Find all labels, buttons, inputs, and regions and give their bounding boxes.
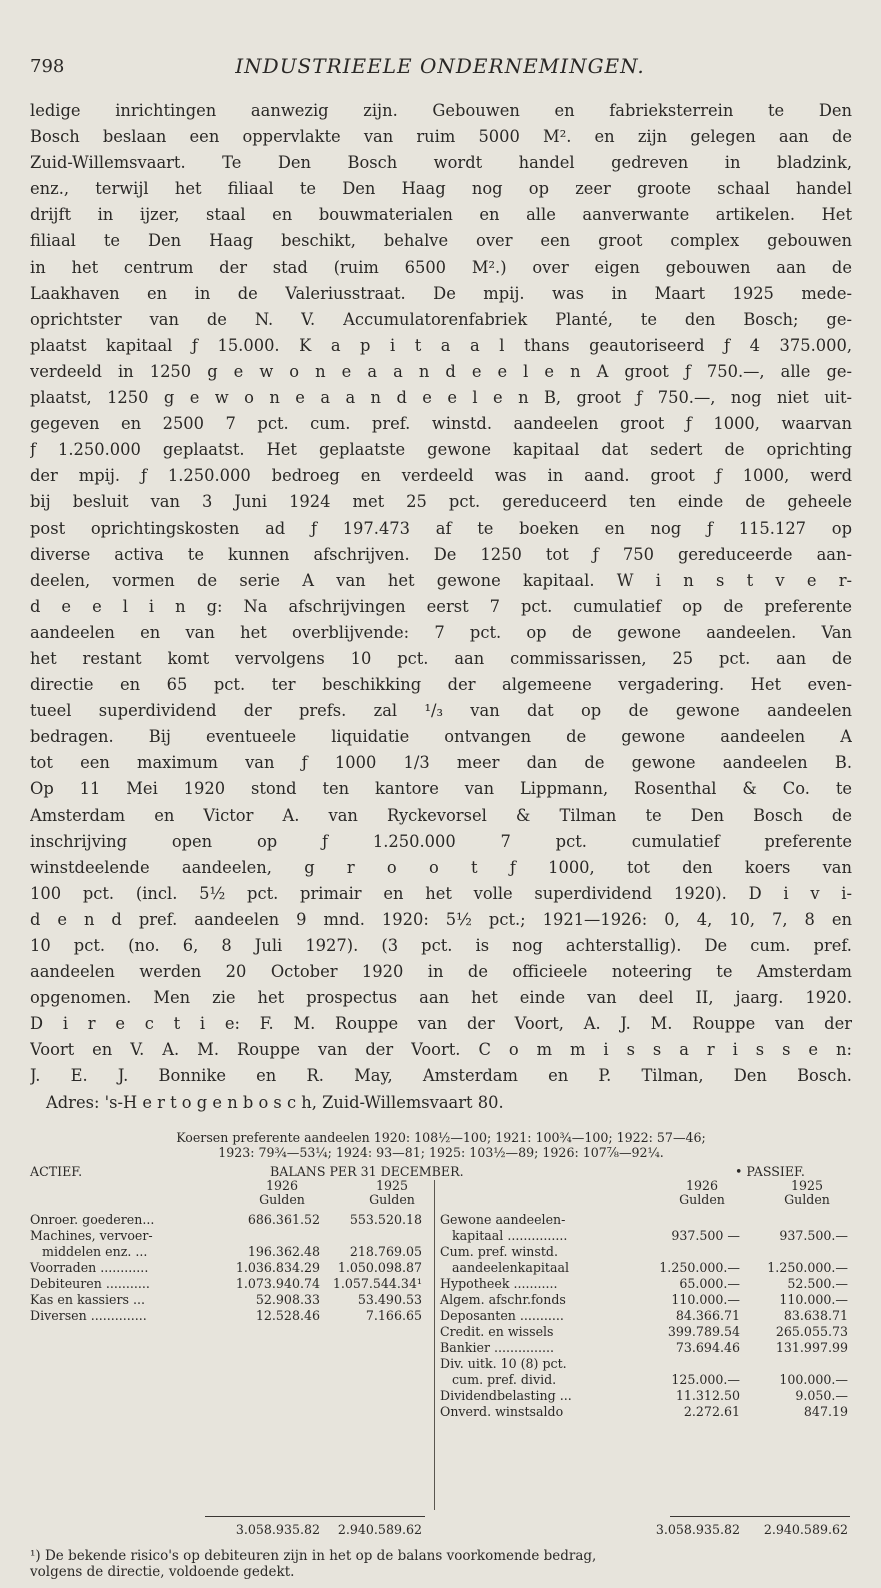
year-header: 1925 [790,1178,824,1193]
balance-value-1926: 2.272.61 [683,1404,740,1419]
balance-value-1926: 1.073.940.74 [235,1276,320,1291]
balance-value-1925: 7.166.65 [365,1308,422,1323]
page-number: 798 [30,56,65,77]
footnote [30,1548,852,1580]
text-line: der mpij. ƒ 1.250.000 bedroeg en verdeeld was in aand. groot ƒ 1000, werd [30,466,852,486]
text-line: inschrijving open op ƒ 1.250.000 7 pct. cumulatief preferente [30,831,852,851]
footnote-line: volgens de directie, voldoende gedekt. [30,1564,295,1580]
balance-item-label: Div. uitk. 10 (8) pct. [440,1356,567,1371]
balance-item-label: Diversen .............. [30,1308,147,1323]
balance-value-1926: 73.694.46 [675,1340,740,1355]
text-line: Bosch beslaan een oppervlakte van ruim 5000 M². en zijn gelegen aan de [30,127,852,147]
text-line: d e e l i n g: Na afschrijvingen eerst 7 pct. cumulatief op de preferente [30,596,852,616]
text-line: Adres: 's-H e r t o g e n b o s c h, Zuid-Willemsvaart 80. [46,1092,504,1112]
balance-value-1926: 110.000.— [671,1292,740,1307]
balance-value-1925: 937.500.— [779,1228,848,1243]
balance-value-1925: 265.055.73 [775,1324,848,1339]
page-header [30,50,850,80]
text-line: deelen, vormen de serie A van het gewone kapitaal. W i n s t v e r- [30,570,852,590]
text-line: tot een maximum van ƒ 1000 1/3 meer dan de gewone aandeelen B. [30,753,852,773]
balance-item-label: Gewone aandeelen- [440,1212,566,1227]
text-line: winstdeelende aandeelen, g r o o t ƒ 1000, tot den koers van [30,857,852,877]
text-line: diverse activa te kunnen afschrijven. De 1250 tot ƒ 750 gereduceerde aan- [30,544,852,564]
passief-label: • PASSIEF. [735,1164,805,1179]
share-prices-line: Koersen preferente aandeelen 1920: 108½—100; 1921: 100¾—100; 1922: 57—46; [176,1130,706,1145]
balance-value-1926: 686.361.52 [247,1212,320,1227]
balance-item-label: Machines, vervoer- [30,1228,153,1243]
text-line: D i r e c t i e: F. M. Rouppe van der Voort, A. J. M. Rouppe van der [30,1014,852,1034]
text-line: drijft in ijzer, staal en bouwmaterialen en alle aanverwante artikelen. Het [30,205,852,225]
text-line: gegeven en 2500 7 pct. cum. pref. winstd. aandeelen groot ƒ 1000, waarvan [30,414,852,434]
total-rule [670,1516,850,1517]
balance-value-1925: 1.050.098.87 [337,1260,422,1275]
text-line: filiaal te Den Haag beschikt, behalve over een groot complex gebouwen [30,231,852,251]
balance-value-1926: 84.366.71 [675,1308,740,1323]
balance-item-label: Cum. pref. winstd. [440,1244,558,1259]
balance-value-1925: 131.997.99 [775,1340,848,1355]
balance-value-1926: 1.250.000.— [659,1260,740,1275]
text-line: Laakhaven en in de Valeriusstraat. De mpij. was in Maart 1925 mede- [30,283,852,303]
balance-item-label: Credit. en wissels [440,1324,554,1339]
balance-item-label: Onroer. goederen... [30,1212,155,1227]
text-line: bij besluit van 3 Juni 1924 met 25 pct. gereduceerd ten einde de geheele [30,492,852,512]
text-line: 10 pct. (no. 6, 8 Juli 1927). (3 pct. is nog achterstallig). De cum. pref. [30,936,852,955]
balance-item-label: Debiteuren ........... [30,1276,150,1291]
text-line: J. E. J. Bonnike en R. May, Amsterdam en P. Tilman, Den Bosch. [30,1066,852,1086]
text-line: enz., terwijl het filiaal te Den Haag nog op zeer groote schaal handel [30,179,852,199]
balance-item-label: Bankier ............... [440,1340,555,1355]
year-header: 1926 [265,1178,299,1193]
balance-value-1925: 847.19 [803,1404,848,1419]
balance-item-label: Onverd. winstsaldo [440,1404,564,1419]
balance-value-1926: 125.000.— [671,1372,740,1387]
text-line: 100 pct. (incl. 5½ pct. primair en het volle superdividend 1920). D i v i- [30,883,852,903]
text-line: aandeelen en van het overblijvende: 7 pct. op de gewone aandeelen. Van [30,622,852,642]
balance-value-1925: 110.000.— [779,1292,848,1307]
body-text [30,98,852,1116]
text-line: het restant komt vervolgens 10 pct. aan commissarissen, 25 pct. aan de [30,648,852,668]
text-line: plaatst, 1250 g e w o n e a a n d e e l e n B, groot ƒ 750.—, nog niet uit- [30,388,852,408]
text-line: post oprichtingskosten ad ƒ 197.473 af te boeken en nog ƒ 115.127 op [30,518,852,538]
total-rule [205,1516,425,1517]
balance-item-label: Dividendbelasting ... [440,1388,572,1403]
currency-header: Gulden [784,1192,830,1207]
balance-item-label: Algem. afschr.fonds [440,1292,566,1307]
column-divider [434,1180,435,1510]
text-line: directie en 65 pct. ter beschikking der algemeene vergadering. Het even- [30,675,852,695]
balance-value-1926: 11.312.50 [675,1388,740,1403]
actief-label: ACTIEF. [30,1164,83,1179]
running-title: INDUSTRIEELE ONDERNEMINGEN. [235,54,645,78]
balance-value-1925: 1.057.544.34¹ [332,1276,422,1291]
balance-item-label: Deposanten ........... [440,1308,564,1323]
text-line: tueel superdividend der prefs. zal ¹/₃ van dat op de gewone aandeelen [30,701,852,721]
balance-item-label: Kas en kassiers ... [30,1292,145,1307]
balance-value-1926: 65.000.— [679,1276,740,1291]
footnote-line: ¹) De bekende risico's op debiteuren zijn in het op de balans voorkomende bedrag, [30,1548,597,1564]
balance-item-label: kapitaal ............... [452,1228,568,1243]
balance-value-1926: 12.528.46 [255,1308,320,1323]
balance-item-label: middelen enz. ... [42,1244,148,1259]
text-line: Amsterdam en Victor A. van Ryckevorsel & Tilman te Den Bosch de [30,805,852,825]
balance-value-1925: 218.769.05 [349,1244,422,1259]
balance-item-label: Hypotheek ........... [440,1276,558,1291]
year-header: 1925 [375,1178,409,1193]
text-line: plaatst kapitaal ƒ 15.000. K a p i t a a l thans geautoriseerd ƒ 4 375.000, [30,335,852,355]
text-line: Zuid-Willemsvaart. Te Den Bosch wordt handel gedreven in bladzink, [30,153,852,173]
balance-total: 2.940.589.62 [337,1522,422,1537]
text-line: oprichtster van de N. V. Accumulatorenfabriek Planté, te den Bosch; ge- [30,309,852,329]
text-line: Op 11 Mei 1920 stond ten kantore van Lippmann, Rosenthal & Co. te [30,779,852,799]
balance-total: 3.058.935.82 [235,1522,320,1537]
balance-item-label: cum. pref. divid. [452,1372,557,1387]
balance-value-1925: 553.520.18 [349,1212,422,1227]
balance-value-1926: 196.362.48 [247,1244,320,1259]
balance-value-1926: 937.500 — [671,1228,740,1243]
text-line: Voort en V. A. M. Rouppe van der Voort. C o m m i s s a r i s s e n: [30,1040,852,1060]
text-line: ƒ 1.250.000 geplaatst. Het geplaatste gewone kapitaal dat sedert de oprichting [30,440,852,460]
share-prices-line: 1923: 79¾—53¼; 1924: 93—81; 1925: 103½—89; 1926: 107⅞—92¼. [218,1145,664,1160]
balance-value-1925: 1.250.000.— [767,1260,848,1275]
balance-total: 2.940.589.62 [763,1522,848,1537]
currency-header: Gulden [369,1192,415,1207]
balance-item-label: aandeelenkapitaal [452,1260,570,1275]
share-prices [30,1130,852,1160]
balance-item-label: Voorraden ............ [30,1260,149,1275]
balance-sheet [30,1164,852,1544]
balance-value-1925: 100.000.— [779,1372,848,1387]
balance-value-1925: 9.050.— [795,1388,848,1403]
text-line: bedragen. Bij eventueele liquidatie ontvangen de gewone aandeelen A [30,727,852,747]
year-header: 1926 [685,1178,719,1193]
text-line: opgenomen. Men zie het prospectus aan het einde van deel II, jaarg. 1920. [30,988,852,1008]
balance-title: BALANS PER 31 DECEMBER. [270,1164,464,1179]
text-line: ledige inrichtingen aanwezig zijn. Gebouwen en fabrieksterrein te Den [30,101,852,120]
text-line: aandeelen werden 20 October 1920 in de officieele noteering te Amsterdam [30,962,852,982]
balance-value-1926: 1.036.834.29 [235,1260,320,1275]
balance-value-1925: 52.500.— [787,1276,848,1291]
currency-header: Gulden [259,1192,305,1207]
text-line: d e n d pref. aandeelen 9 mnd. 1920: 5½ pct.; 1921—1926: 0, 4, 10, 7, 8 en [30,909,852,929]
balance-value-1925: 83.638.71 [783,1308,848,1323]
balance-value-1925: 53.490.53 [357,1292,422,1307]
currency-header: Gulden [679,1192,725,1207]
balance-value-1926: 52.908.33 [255,1292,320,1307]
text-line: verdeeld in 1250 g e w o n e a a n d e e l e n A groot ƒ 750.—, alle ge- [30,361,852,381]
text-line: in het centrum der stad (ruim 6500 M².) over eigen gebouwen aan de [30,257,852,277]
balance-total: 3.058.935.82 [655,1522,740,1537]
balance-value-1926: 399.789.54 [667,1324,740,1339]
